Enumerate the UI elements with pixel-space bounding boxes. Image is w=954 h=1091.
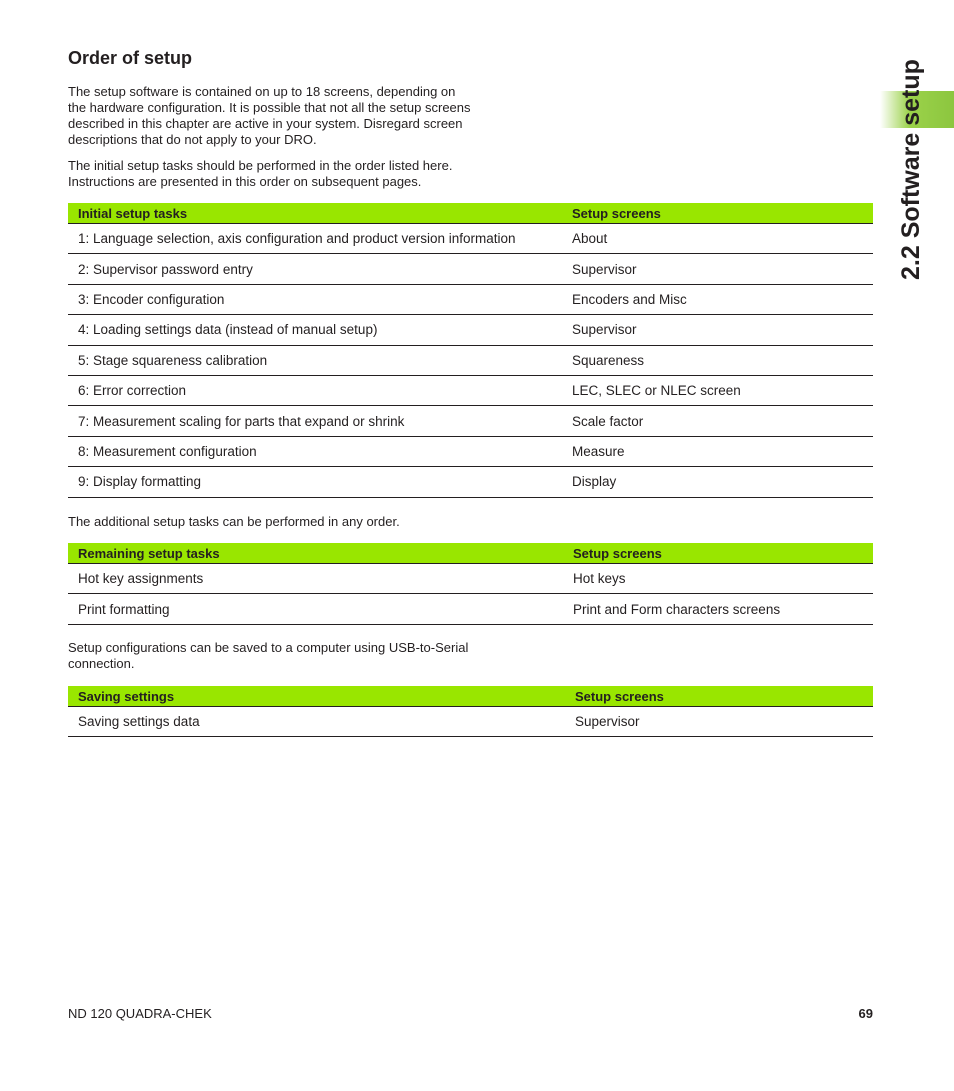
saving-settings-table — [68, 686, 873, 737]
footer-page-number: 69 — [858, 1006, 873, 1021]
table-header-row — [68, 543, 873, 564]
screen-cell: Scale factor — [562, 406, 873, 436]
column-header-screens: Setup screens — [562, 203, 873, 224]
screen-cell: Display — [562, 467, 873, 497]
table-row — [68, 254, 873, 284]
initial-setup-table — [68, 203, 873, 498]
column-header-tasks: Initial setup tasks — [68, 203, 562, 224]
task-cell: Hot key assignments — [68, 564, 563, 594]
table-row — [68, 284, 873, 314]
additional-tasks-text: The additional setup tasks can be performed in any order. — [68, 514, 400, 529]
column-header-tasks: Saving settings — [68, 686, 565, 707]
text-line: The setup software is contained on up to 18 screens, depending on — [68, 84, 456, 99]
table-row — [68, 224, 873, 254]
text-line: connection. — [68, 656, 135, 671]
task-cell: 5: Stage squareness calibration — [68, 345, 562, 375]
table-row — [68, 467, 873, 497]
screen-cell: Squareness — [562, 345, 873, 375]
text-line: The initial setup tasks should be performed in the order listed here. — [68, 158, 453, 173]
task-cell: 2: Supervisor password entry — [68, 254, 562, 284]
text-line: descriptions that do not apply to your DRO. — [68, 132, 317, 147]
table-row — [68, 406, 873, 436]
screen-cell: Supervisor — [565, 707, 873, 737]
footer-product-name: ND 120 QUADRA-CHEK — [68, 1006, 212, 1021]
screen-cell: Hot keys — [563, 564, 873, 594]
task-cell: 7: Measurement scaling for parts that expand or shrink — [68, 406, 562, 436]
remaining-setup-table — [68, 543, 873, 625]
screen-cell: Encoders and Misc — [562, 284, 873, 314]
text-line: the hardware configuration. It is possible that not all the setup screens — [68, 100, 471, 115]
screen-cell: About — [562, 224, 873, 254]
task-cell: 8: Measurement configuration — [68, 436, 562, 466]
intro-paragraph-2 — [68, 158, 518, 190]
task-cell: 1: Language selection, axis configuration and product version information — [68, 224, 562, 254]
saving-settings-text — [68, 640, 518, 672]
table-header-row — [68, 203, 873, 224]
screen-cell: Measure — [562, 436, 873, 466]
column-header-screens: Setup screens — [565, 686, 873, 707]
table-row — [68, 436, 873, 466]
table-row — [68, 315, 873, 345]
screen-cell: Supervisor — [562, 315, 873, 345]
task-cell: Saving settings data — [68, 707, 565, 737]
text-line: Instructions are presented in this order on subsequent pages. — [68, 174, 422, 189]
intro-paragraph-1 — [68, 84, 518, 148]
column-header-tasks: Remaining setup tasks — [68, 543, 563, 564]
table-row — [68, 594, 873, 624]
task-cell: 9: Display formatting — [68, 467, 562, 497]
column-header-screens: Setup screens — [563, 543, 873, 564]
section-side-label: 2.2 Software setup — [897, 59, 925, 280]
text-line: described in this chapter are active in your system. Disregard screen — [68, 116, 463, 131]
task-cell: 4: Loading settings data (instead of manual setup) — [68, 315, 562, 345]
table-row — [68, 707, 873, 737]
screen-cell: Print and Form characters screens — [563, 594, 873, 624]
task-cell: 6: Error correction — [68, 375, 562, 405]
table-header-row — [68, 686, 873, 707]
page-title: Order of setup — [68, 48, 193, 68]
table-row — [68, 564, 873, 594]
text-line: Setup configurations can be saved to a computer using USB-to-Serial — [68, 640, 469, 655]
screen-cell: LEC, SLEC or NLEC screen — [562, 375, 873, 405]
table-row — [68, 345, 873, 375]
table-row — [68, 375, 873, 405]
screen-cell: Supervisor — [562, 254, 873, 284]
task-cell: 3: Encoder configuration — [68, 284, 562, 314]
task-cell: Print formatting — [68, 594, 563, 624]
